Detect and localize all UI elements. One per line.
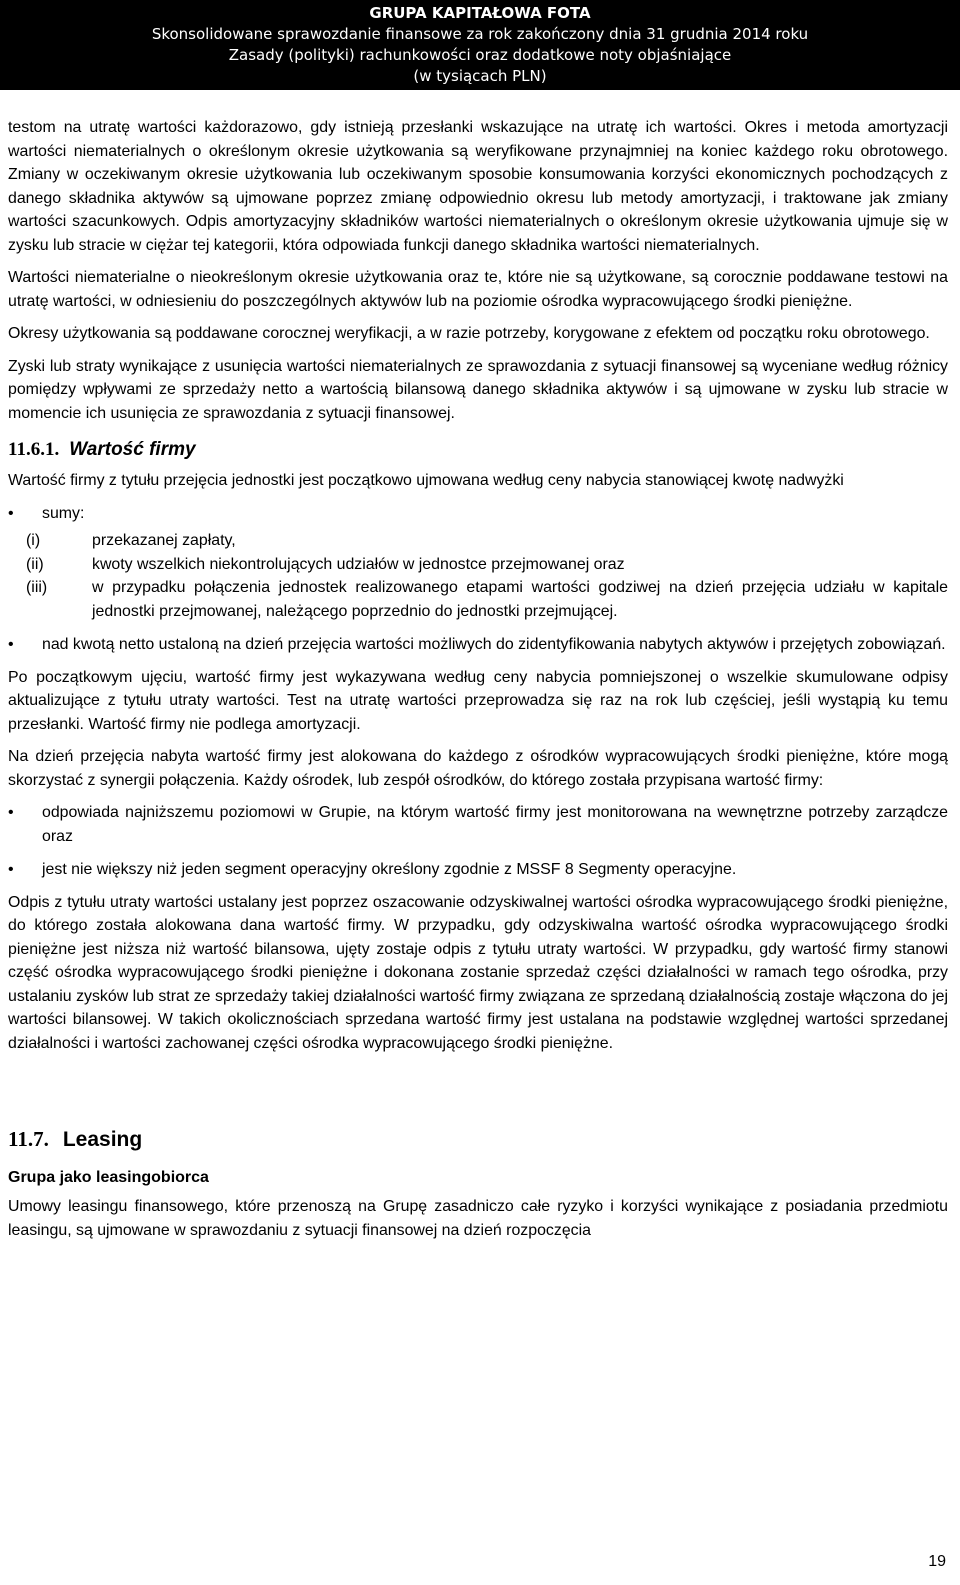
heading-title: Leasing [62, 1128, 143, 1151]
bullet-icon: • [8, 636, 14, 653]
lessee-subheading: Grupa jako leasingobiorca [8, 1169, 209, 1186]
list-item-text: odpowiada najniższemu poziomowi w Grupie, na którym wartość firmy jest monitorowana na wewnętrzne potrzeby zarządcze oraz [42, 804, 948, 845]
list-item-text: przekazanej zapłaty, [92, 532, 236, 549]
paragraph: Odpis z tytułu utraty wartości ustalany jest poprzez oszacowanie odzyskiwalnej wartości ośrodka wypracowującego środki pieniężne, do którego została alokowana dana wartość firmy. W przypadku, gdy odzyskiwalna wartość ośrodka wypracowującego środki pieniężne jest niższa niż wartość bilansowa, ujęty zostaje odpis z tytułu utraty wartości. W przypadku, gdy wartość firmy stanowi część ośrodka wypracowującego środki pieniężne i dokonana zostanie sprzedaż części działalności w ramach tego ośrodka, przy ustalaniu zysków lub strat ze sprzedaży takiej działalności wartość firmy związana ze sprzedaną działalnością zostaje włączona do jej wartości bilansowej. W takich okolicznościach sprzedana wartość firmy jest ustalana na podstawie względnej wartości sprzedanej działalności i wartości zachowanej części ośrodka wypracowującego środki pieniężne. [8, 893, 948, 1052]
list-item-text: jest nie większy niż jeden segment operacyjny określony zgodnie z MSSF 8 Segmenty operacyjne. [42, 861, 737, 878]
leasing-heading [8, 1125, 948, 1154]
paragraph: Zyski lub straty wynikające z usunięcia wartości niematerialnych ze sprawozdania z sytuacji finansowej są wyceniane według różnicy pomiędzy wpływami ze sprzedaży netto a wartością bilansową danego składnika aktywów i są ujmowane w zysku lub stracie w momencie ich usunięcia ze sprawozdania z sytuacji finansowej. [8, 357, 948, 422]
bullet-list [8, 801, 948, 882]
list-item [8, 633, 948, 657]
report-title: Skonsolidowane sprawozdanie finansowe za rok zakończony dnia 31 grudnia 2014 roku [151, 25, 809, 43]
paragraph: Umowy leasingu finansowego, które przenoszą na Grupę zasadniczo całe ryzyko i korzyści wynikające z posiadania przedmiotu leasingu, są ujmowane w sprawozdaniu z sytuacji finansowej na dzień rozpoczęcia [8, 1198, 948, 1239]
paragraph: Wartość firmy z tytułu przejęcia jednostki jest początkowo ujmowana według ceny nabycia stanowiącej kwotę nadwyżki [8, 472, 844, 489]
bullet-icon: • [8, 504, 14, 522]
list-item [8, 858, 948, 882]
bullet-list [8, 502, 948, 657]
paragraph: testom na utratę wartości każdorazowo, gdy istnieją przesłanki wskazujące na utratę ich wartości. Okres i metoda amortyzacji wartości niematerialnych o określonym okresie użytkowania są weryfikowane przynajmniej na koniec każdego roku obrotowego. Zmiany w oczekiwanym okresie użytkowania lub oczekiwanym sposobie konsumowania korzyści ekonomicznych pochodzących z danego składnika aktywów są ujmowane poprzez zmianę odpowiednio okresu lub metody amortyzacji, i traktowane jak zmiany wartości szacunkowych. Odpis amortyzacyjny składników wartości niematerialnych o określonym okresie użytkowania ujmuje się w zysku lub stracie w ciężar tej kategorii, która odpowiada funkcji danego składnika wartości niematerialnych. [8, 119, 948, 254]
list-item [8, 502, 948, 624]
list-item [26, 576, 948, 623]
paragraph: Po początkowym ujęciu, wartość firmy jest wykazywana według ceny nabycia pomniejszonej o wszelkie skumulowane odpisy aktualizujące z tytułu utraty wartości. Test na utratę wartości przeprowadza się raz na rok lub częściej, jeśli wystąpią ku temu przesłanki. Wartość firmy nie podlega amortyzacji. [8, 668, 948, 733]
company-name: GRUPA KAPITAŁOWA FOTA [369, 4, 591, 22]
page-number: 19 [928, 1553, 946, 1570]
document-body [8, 116, 948, 1251]
roman-list [26, 529, 948, 623]
bullet-icon: • [8, 804, 14, 821]
bullet-icon: • [8, 861, 14, 878]
heading-number: 11.7. [8, 1127, 49, 1151]
paragraph: Wartości niematerialne o nieokreślonym okresie użytkowania oraz te, które nie są użytkowane, są corocznie poddawane testowi na utratę wartości, w odniesieniu do poszczególnych aktywów lub na poziomie ośrodka wypracowującego środki pieniężne. [8, 269, 948, 310]
list-item-text: kwoty wszelkich niekontrolujących udziałów w jednostce przejmowanej oraz [92, 555, 625, 573]
list-item [8, 801, 948, 848]
list-item-text: nad kwotą netto ustaloną na dzień przejęcia wartości możliwych do zidentyfikowania nabytych aktywów i przejętych zobowiązań. [42, 636, 946, 653]
goodwill-heading [8, 437, 948, 463]
currency-unit: (w tysiącach PLN) [413, 67, 547, 85]
heading-title: Wartość firmy [69, 439, 196, 460]
list-number: (ii) [26, 555, 44, 573]
heading-number: 11.6.1. [8, 439, 60, 460]
list-item-text: sumy: [42, 504, 85, 522]
section-title: Zasady (polityki) rachunkowości oraz dodatkowe noty objaśniające [228, 46, 732, 64]
page-header [0, 0, 960, 90]
paragraph: Okresy użytkowania są poddawane corocznej weryfikacji, a w razie potrzeby, korygowane z efektem od początku roku obrotowego. [8, 325, 930, 342]
list-item [26, 553, 948, 577]
list-item-text: w przypadku połączenia jednostek realizowanego etapami wartości godziwej na dzień przejęcia udziału w kapitale jednostki przejmowanej, należącego poprzednio do jednostki przejmującej. [92, 579, 948, 620]
list-number: (i) [26, 532, 41, 549]
list-item [26, 529, 948, 553]
list-number: (iii) [26, 579, 48, 596]
paragraph: Na dzień przejęcia nabyta wartość firmy jest alokowana do każdego z ośrodków wypracowujących środki pieniężne, które mogą skorzystać z synergii połączenia. Każdy ośrodek, lub zespół ośrodków, do którego została przypisana wartość firmy: [8, 748, 948, 789]
